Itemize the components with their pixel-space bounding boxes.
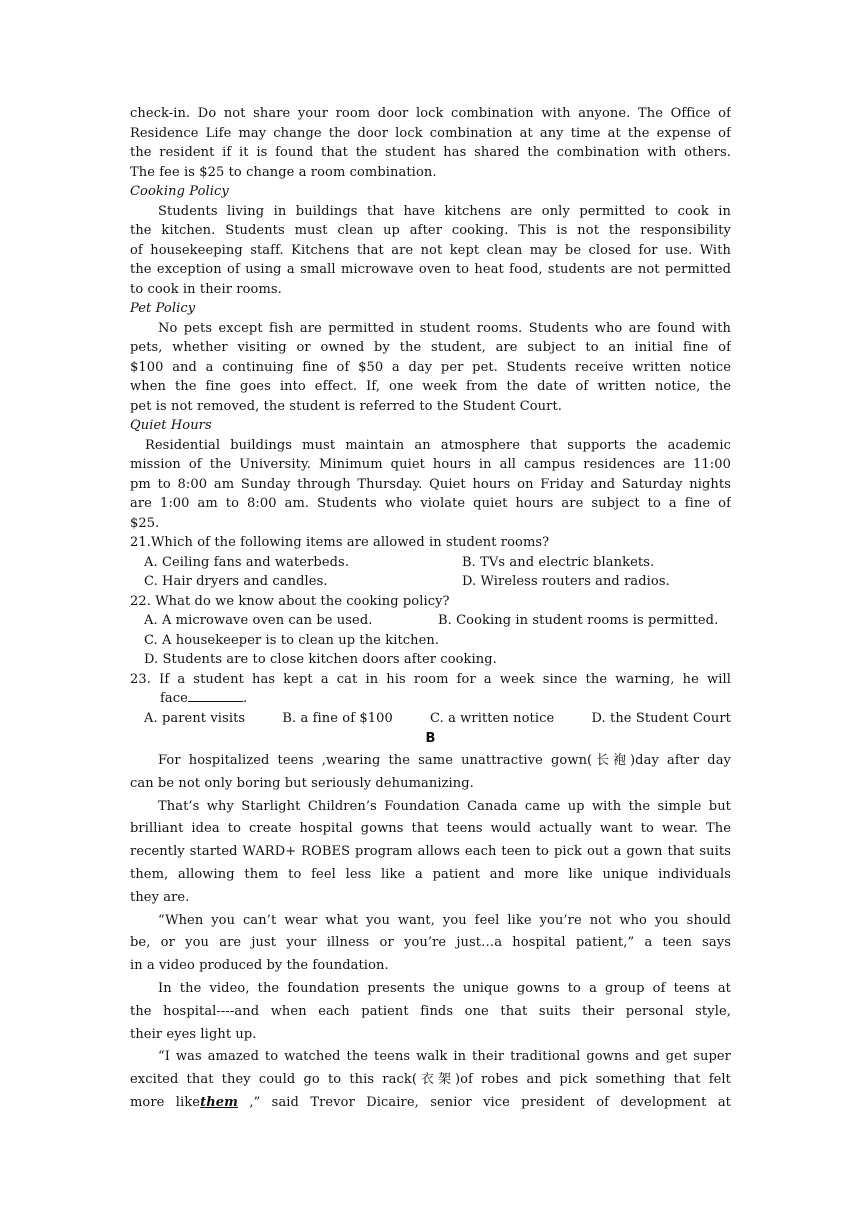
text-line: the hospital----and when each patient finds one that suits their personal style, bbox=[130, 1003, 731, 1019]
quiet-hours-paragraph bbox=[130, 436, 731, 534]
text-line: brilliant idea to create hospital gowns that teens would actually want to wear. The bbox=[130, 821, 731, 837]
question-stem-continuation bbox=[130, 689, 731, 709]
text-line: the resident if it is found that the student has shared the combination with others. bbox=[130, 145, 731, 160]
option-b: B. Cooking in student rooms is permitted. bbox=[438, 613, 719, 628]
quiet-hours-heading: Quiet Hours bbox=[130, 418, 212, 433]
text-line: them, allowing them to feel less like a patient and more like unique individuals bbox=[130, 866, 731, 882]
text-line: pm to 8:00 am Sunday through Thursday. Quiet hours on Friday and Saturday nights bbox=[130, 476, 731, 492]
text-line: pets, whether visiting or owned by the student, are subject to an initial fine of bbox=[130, 340, 731, 355]
passage-b bbox=[130, 750, 731, 1115]
question-22 bbox=[130, 592, 731, 670]
text-line: Residence Life may change the door lock combination at any time at the expense of bbox=[130, 125, 731, 141]
question-stem: 23. If a student has kept a cat in his room for a week since the warning, he will bbox=[130, 671, 731, 687]
option-d: D. the Student Court bbox=[591, 710, 731, 726]
text-line: they are. bbox=[130, 889, 190, 905]
option-row bbox=[130, 611, 731, 631]
text-line: the exception of using a small microwave oven to heat food, students are not permitted bbox=[130, 262, 731, 277]
answer-blank bbox=[188, 689, 243, 702]
text-line: No pets except fish are permitted in student rooms. Students who are found with bbox=[158, 320, 731, 336]
text-line: Students living in buildings that have kitchens are only permitted to cook in bbox=[158, 203, 731, 219]
stem-text: . bbox=[242, 691, 248, 706]
text-line: The fee is $25 to change a room combination. bbox=[130, 164, 437, 180]
text-line: pet is not removed, the student is referred to the Student Court. bbox=[130, 398, 563, 414]
option-a: A. parent visits bbox=[144, 710, 246, 726]
text-line: recently started WARD+ ROBES program allows each teen to pick out a gown that suits bbox=[130, 844, 731, 860]
text-line: excited that they could go to this rack(衣架)of robes and pick something that felt bbox=[130, 1072, 731, 1088]
cooking-policy-paragraph bbox=[130, 202, 731, 300]
option-b: B. a fine of $100 bbox=[282, 710, 393, 726]
option-d: D. Wireless routers and radios. bbox=[462, 574, 670, 589]
text-line: In the video, the foundation presents the unique gowns to a group of teens at bbox=[158, 980, 731, 996]
pet-policy-paragraph bbox=[130, 319, 731, 417]
option-a: A. Ceiling fans and waterbeds. bbox=[144, 554, 350, 570]
option-row bbox=[130, 553, 731, 573]
line-text: ,” said Trevor Dicaire, senior vice president of development at bbox=[238, 1094, 731, 1110]
text-line: Residential buildings must maintain an atmosphere that supports the academic bbox=[145, 437, 731, 453]
option-row bbox=[130, 631, 731, 651]
line-text: more like bbox=[130, 1094, 201, 1110]
question-23 bbox=[130, 670, 731, 729]
text-line: $100 and a continuing fine of $50 a day per pet. Students receive written notice bbox=[130, 359, 731, 375]
option-d: D. Students are to close kitchen doors after cooking. bbox=[144, 652, 497, 667]
pet-policy-heading: Pet Policy bbox=[130, 301, 196, 316]
text-line: be, or you are just your illness or you’re just…a hospital patient,” a teen says bbox=[130, 935, 731, 951]
text-line: when the fine goes into effect. If, one week from the date of written notice, the bbox=[130, 379, 731, 394]
question-21 bbox=[130, 533, 731, 592]
stem-text: face bbox=[160, 691, 188, 706]
question-stem: 22. What do we know about the cooking policy? bbox=[130, 593, 450, 609]
text-line: of housekeeping staff. Kitchens that are not kept clean may be closed for use. With bbox=[130, 242, 731, 258]
text-line: “I was amazed to watched the teens walk in their traditional gowns and get super bbox=[158, 1049, 731, 1065]
text-line bbox=[130, 1092, 731, 1115]
text-line: in a video produced by the foundation. bbox=[130, 958, 389, 974]
option-c: C. A housekeeper is to clean up the kitchen. bbox=[144, 632, 440, 648]
question-stem: 21.Which of the following items are allowed in student rooms? bbox=[130, 535, 550, 550]
text-line: That’s why Starlight Children’s Foundation Canada came up with the simple but bbox=[158, 798, 731, 814]
text-line: are 1:00 am to 8:00 am. Students who violate quiet hours are subject to a fine of bbox=[130, 496, 731, 511]
option-b: B. TVs and electric blankets. bbox=[462, 554, 655, 570]
text-line: their eyes light up. bbox=[130, 1026, 257, 1042]
option-a: A. A microwave oven can be used. bbox=[144, 613, 373, 628]
option-row bbox=[130, 650, 731, 670]
option-c: C. a written notice bbox=[430, 710, 555, 726]
document-page bbox=[130, 104, 731, 1115]
text-line: $25. bbox=[130, 515, 160, 531]
text-line: “When you can’t wear what you want, you feel like you’re not who you should bbox=[158, 912, 731, 928]
text-line: the kitchen. Students must clean up after cooking. This is not the responsibility bbox=[130, 223, 731, 238]
text-line: mission of the University. Minimum quiet hours in all campus residences are 11:00 bbox=[130, 457, 731, 472]
text-line: to cook in their rooms. bbox=[130, 281, 282, 297]
option-row bbox=[130, 709, 731, 729]
option-row bbox=[130, 572, 731, 592]
text-line: can be not only boring but seriously dehumanizing. bbox=[130, 775, 474, 791]
residence-intro-paragraph bbox=[130, 104, 731, 182]
underlined-word-them: them bbox=[200, 1094, 238, 1110]
section-b-label: B bbox=[425, 731, 436, 746]
cooking-policy-heading: Cooking Policy bbox=[130, 184, 229, 199]
text-line: check-in. Do not share your room door lock combination with anyone. The Office of bbox=[130, 106, 731, 121]
option-c: C. Hair dryers and candles. bbox=[144, 574, 328, 589]
text-line: For hospitalized teens ,wearing the same unattractive gown(长袍)day after day bbox=[158, 753, 731, 768]
